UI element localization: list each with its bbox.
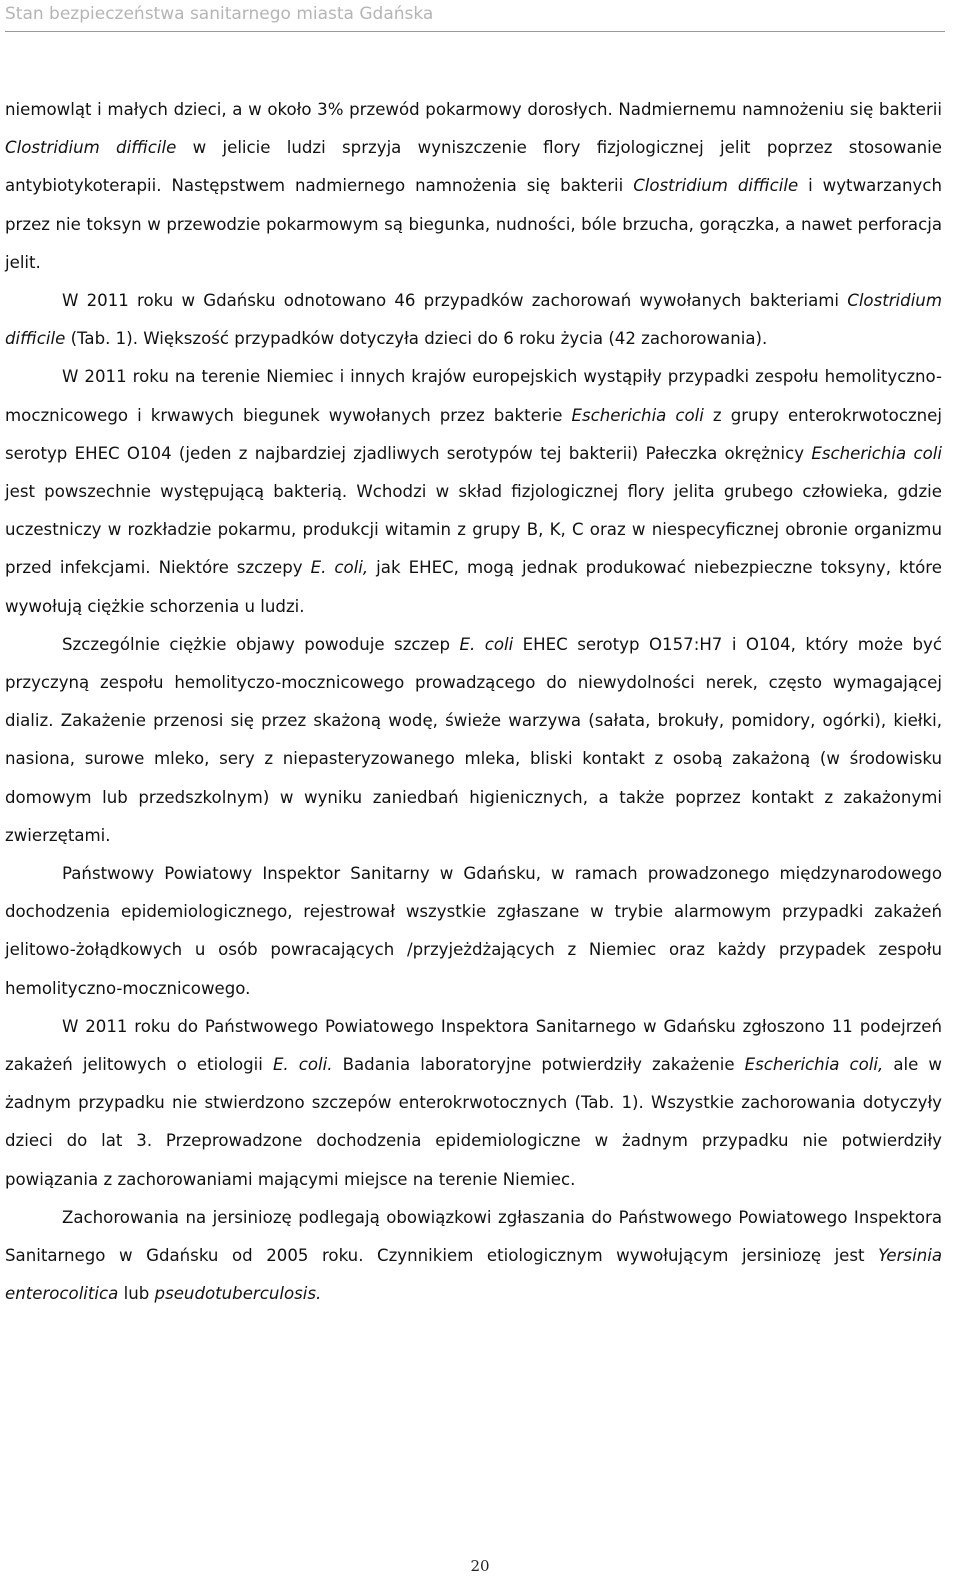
text-run: niemowląt i małych dzieci, a w około 3% przewód pokarmowy dorosłych. Nadmiernemu namnożeniu się bakterii — [5, 100, 942, 119]
body-paragraph — [5, 282, 942, 358]
text-run: jest powszechnie występującą bakterią. Wchodzi w skład fizjologicznej flory jelita grubego człowieka, gdzie uczestniczy w rozkładzie pokarmu, produkcji witamin z grupy B, K, C oraz w niespecyficznej obronie organizmu przed infekcjami. Niektóre szczepy — [5, 482, 942, 578]
italic-term: Yersinia enterocolitica — [5, 1246, 942, 1304]
body-paragraph — [5, 1008, 942, 1199]
italic-term: Clostridium difficile — [633, 176, 799, 196]
running-header — [5, 0, 945, 32]
text-run: i wytwarzanych przez nie toksyn w przewodzie pokarmowym są biegunka, nudności, bóle brzucha, gorączka, a nawet perforacja jelit. — [5, 176, 942, 272]
text-run: W 2011 roku do Państwowego Powiatowego Inspektora Sanitarnego w Gdańsku zgłoszono 11 podejrzeń zakażeń jelitowych o etiologii — [5, 1016, 942, 1075]
text-run: w jelicie ludzi sprzyja wyniszczenie flory fizjologicznej jelit poprzez stosowanie antybiotykoterapii. Następstwem nadmiernego namnożenia się bakterii — [5, 138, 942, 196]
document-body — [5, 91, 942, 1314]
body-paragraph — [5, 358, 942, 625]
italic-term: Clostridium difficile — [5, 291, 942, 349]
running-title: Stan bezpieczeństwa sanitarnego miasta Gdańska — [5, 4, 434, 24]
text-run: EHEC serotyp O157:H7 i O104, który może być przyczyną zespołu hemolityczo-mocznicowego prowadzącego do niewydolności nerek, często wymagającej dializ. Zakażenie przenosi się przez skażoną wodę, świeże warzywa (sałata, brokuły, pomidory, ogórki), kiełki, nasiona, surowe mleko, sery z niepasteryzowanego mleka, bliski kontakt z osobą zakażoną (w środowisku domowym lub przedszkolnym) w wyniku zaniedbań higienicznych, a także poprzez kontakt z zakażonymi zwierzętami. — [5, 634, 942, 845]
text-run: ale w żadnym przypadku nie stwierdzono szczepów enterokrwotocznych (Tab. 1). Wszystkie zachorowania dotyczyły dzieci do lat 3. Przeprowadzone dochodzenia epidemiologiczne w żadnym przypadku nie potwierdziły powiązania z zachorowaniami mającymi miejsce na terenie Niemiec. — [5, 1055, 943, 1189]
text-run: W 2011 roku na terenie Niemiec i innych krajów europejskich wystąpiły przypadki zespołu hemolityczno-mocznicowego i krwawych biegunek wywołanych przez bakterie — [5, 367, 942, 425]
page-number: 20 — [470, 1557, 490, 1575]
text-run: lub — [118, 1284, 155, 1304]
text-run: Szczególnie ciężkie objawy powoduje szczep — [62, 634, 460, 654]
body-paragraph — [5, 1199, 942, 1314]
text-run: W 2011 roku w Gdańsku odnotowano 46 przypadków zachorowań wywołanych bakteriami — [62, 291, 848, 311]
body-paragraph — [5, 91, 942, 282]
italic-term: E. coli. — [272, 1055, 333, 1075]
italic-term: Escherichia coli — [571, 405, 704, 425]
text-run: z grupy enterokrwotocznej serotyp EHEC O104 (jeden z najbardziej zjadliwych serotypów tej bakterii) Pałeczka okrężnicy — [5, 405, 942, 463]
text-run: Zachorowania na jersiniozę podlegają obowiązkowi zgłaszania do Państwowego Powiatowego Inspektora Sanitarnego w Gdańsku od 2005 roku. Czynnikiem etiologicznym wywołującym jersiniozę jest — [5, 1207, 942, 1266]
italic-term: Escherichia coli — [811, 443, 942, 463]
text-run: Badania laboratoryjne potwierdziły zakażenie — [332, 1055, 745, 1075]
italic-term: E. coli, — [310, 558, 369, 578]
body-paragraph — [5, 626, 942, 855]
body-paragraph — [5, 855, 942, 1008]
text-run: Państwowy Powiatowy Inspektor Sanitarny w Gdańsku, w ramach prowadzonego międzynarodowego dochodzenia epidemiologicznego, rejestrował wszystkie zgłaszane w trybie alarmowym przypadki zakażeń jelitowo-żołądkowych u osób powracających /przyjeżdżających z Niemiec oraz każdy przypadek zespołu hemolityczno-mocznicowego. — [5, 864, 942, 998]
italic-term: pseudotuberculosis. — [154, 1284, 322, 1304]
text-run: jak EHEC, mogą jednak produkować niebezpieczne toksyny, które wywołują ciężkie schorzenia u ludzi. — [5, 558, 942, 616]
italic-term: Clostridium difficile — [5, 138, 177, 158]
italic-term: Escherichia coli, — [744, 1055, 884, 1075]
italic-term: E. coli — [459, 634, 514, 654]
text-run: (Tab. 1). Większość przypadków dotyczyła dzieci do 6 roku życia (42 zachorowania). — [65, 329, 768, 349]
